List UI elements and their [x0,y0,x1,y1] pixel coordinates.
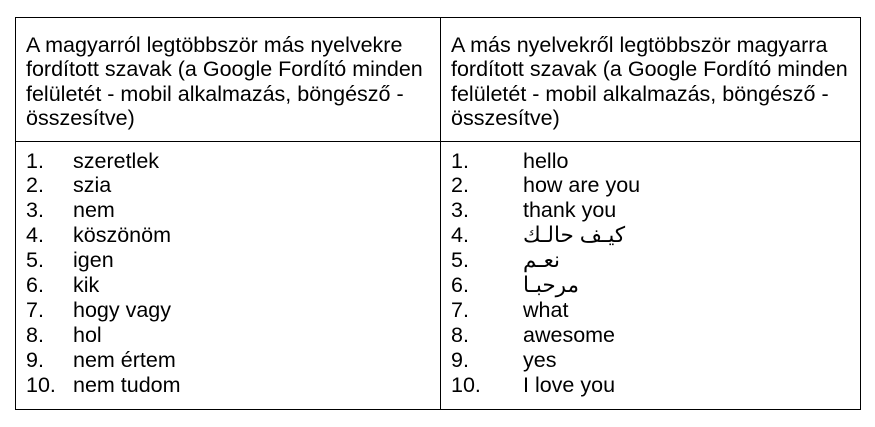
rank-number: 10. [451,372,481,397]
right-header-line-3: felületét - mobil alkalmazás, böngésző - [451,81,829,106]
list-item [451,149,851,174]
rank-number: 6. [451,272,469,297]
rank-number: 3. [451,198,469,223]
rank-number: 9. [451,347,469,372]
left-header-line-2: fordított szavak (a Google Fordító minden [26,57,423,81]
translated-word: نعـم [523,248,560,273]
translated-word: szeretlek [73,148,160,173]
rank-number: 5. [26,248,44,273]
translated-word: nem [73,198,115,223]
list-item [451,223,851,248]
left-column-header [26,33,423,131]
translated-word: nem értem [73,347,176,372]
rank-number: 2. [451,173,469,198]
translated-word: nem tudom [73,372,181,397]
list-item [26,373,426,398]
rank-number: 2. [26,173,44,198]
list-item [451,173,851,198]
left-header-line-4: összesítve) [26,106,135,130]
translated-word: igen [73,248,114,273]
list-item [26,323,426,348]
list-item [451,373,851,398]
rank-number: 7. [26,297,44,322]
list-item [26,298,426,323]
left-word-list [26,149,426,398]
translated-word: szia [73,173,112,198]
word-table [15,17,861,410]
rank-number: 7. [451,297,469,322]
rank-number: 5. [451,248,469,273]
list-item [451,298,851,323]
rank-number: 1. [451,148,469,173]
translated-word: kik [73,272,100,297]
rank-number: 10. [26,372,56,397]
list-item [26,198,426,223]
column-divider [440,18,441,409]
rank-number: 9. [26,347,44,372]
rank-number: 4. [451,223,469,248]
header-divider [16,141,860,142]
right-header-line-4: összesítve) [451,106,560,130]
list-item [451,323,851,348]
translated-word: hol [73,322,102,347]
right-header-line-2: fordított szavak (a Google Fordító minden [451,57,848,81]
rank-number: 3. [26,198,44,223]
right-header-line-1: A más nyelvekről legtöbbször magyarra [451,32,828,57]
list-item [26,223,426,248]
right-column-header [451,33,848,131]
list-item [451,273,851,298]
translated-word: كيـف حالـك [523,223,626,248]
translated-word: مرحبـا [523,272,580,297]
list-item [26,348,426,373]
right-word-list [451,149,851,398]
rank-number: 6. [26,272,44,297]
rank-number: 8. [26,322,44,347]
left-header-line-3: felületét - mobil alkalmazás, böngésző - [26,81,404,106]
list-item [451,198,851,223]
list-item [26,173,426,198]
list-item [26,248,426,273]
rank-number: 8. [451,322,469,347]
translated-word: hello [523,148,569,173]
list-item [26,273,426,298]
translated-word: yes [523,347,557,372]
translated-word: what [523,297,569,322]
translated-word: thank you [523,198,617,223]
translated-word: I love you [523,372,616,397]
list-item [451,248,851,273]
translated-word: hogy vagy [73,297,172,322]
rank-number: 1. [26,148,44,173]
translated-word: how are you [523,173,641,198]
list-item [451,348,851,373]
left-header-line-1: A magyarról legtöbbször más nyelvekre [26,32,403,57]
translated-word: awesome [523,322,616,347]
list-item [26,149,426,174]
rank-number: 4. [26,223,44,248]
translated-word: köszönöm [73,223,171,248]
